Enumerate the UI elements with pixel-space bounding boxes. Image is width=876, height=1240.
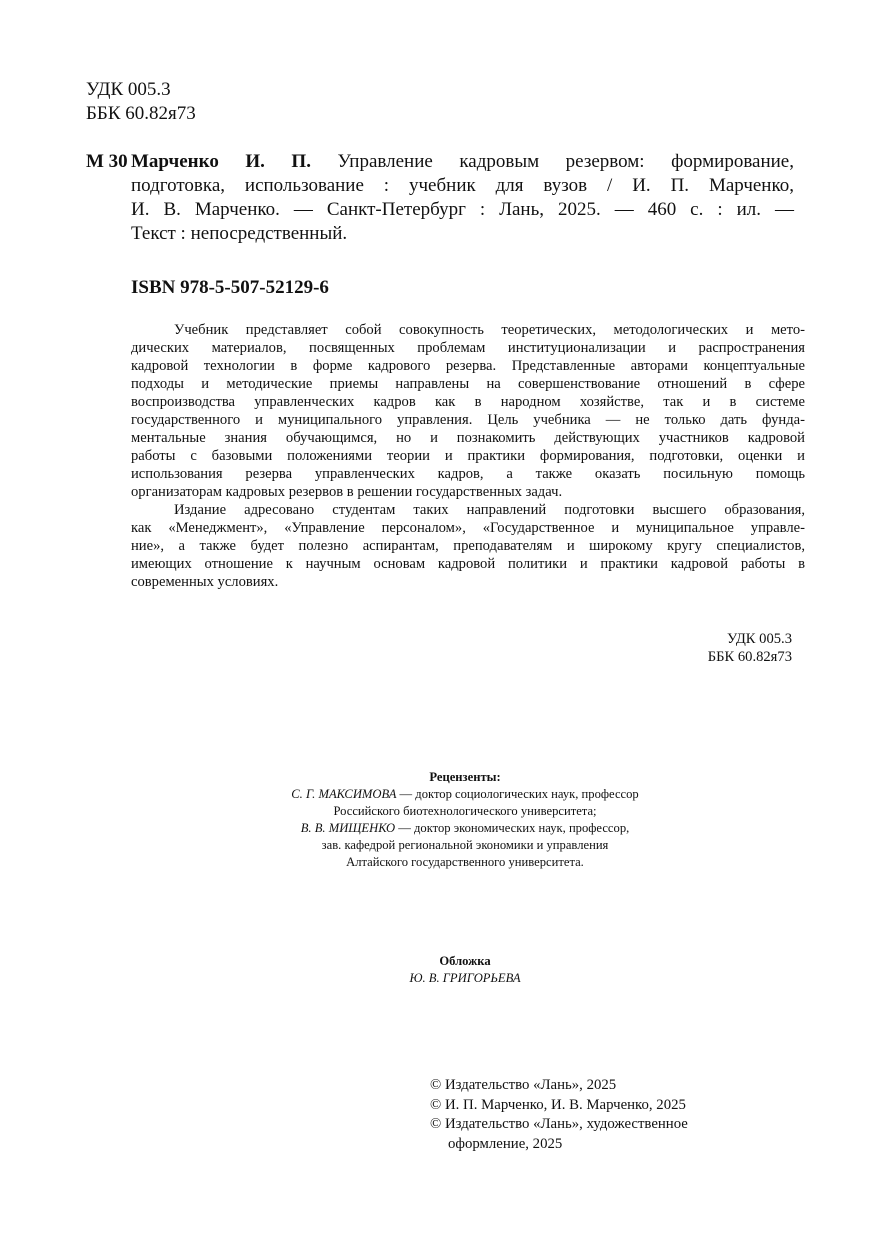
annotation-line: современных условиях. [131,574,279,590]
classification-bottom [708,630,792,666]
copyright-line: © Издательство «Лань», художественное [430,1116,688,1132]
reviewer-name: В. В. МИЩЕНКО [300,821,396,835]
biblio-line: Текст : непосредственный. [131,223,348,244]
cover-credit [0,953,876,987]
annotation-line: как «Менеджмент», «Управление персоналом», «Государственное и муниципальное управле- [131,520,805,536]
catalog-code: М 30 [86,151,128,172]
reviewer-affiliation: Алтайского государственного университета. [346,855,584,869]
cover-heading: Обложка [439,954,491,968]
cover-designer: Ю. В. ГРИГОРЬЕВА [409,971,521,985]
annotation-line: государственного и муниципального управления. Цель учебника — не только дать фунда- [131,412,805,428]
reviewer-desc: — доктор экономических наук, профессор, [395,821,630,835]
annotation-line: кадровой технологии в форме кадрового резерва. Представленные авторами концептуальные [131,358,805,374]
author-name: Марченко И. П. [131,151,311,172]
classification-top [86,78,196,126]
copyright-line: © И. П. Марченко, И. В. Марченко, 2025 [430,1096,686,1113]
annotation-line: имеющих отношение к научным основам кадровой политики и практики кадровой работы в [131,556,805,572]
reviewer-affiliation: зав. кафедрой региональной экономики и управления [321,838,609,852]
reviewer-affiliation: Российского биотехнологического университета; [333,804,597,818]
reviewers-heading: Рецензенты: [429,770,501,784]
reviewer-desc: — доктор социологических наук, профессор [396,787,639,801]
annotation-line: Учебник представляет собой совокупность теоретических, методологических и мето- [174,322,805,338]
biblio-line: И. В. Марченко. — Санкт-Петербург : Лань, 2025. — 460 с. : ил. — [131,199,794,220]
annotation-line: организаторам кадровых резервов в решении государственных задач. [131,484,563,500]
copyright-block [430,1076,688,1154]
reviewers [0,769,876,871]
title-text: Управление кадровым резервом: формирование, [310,151,794,172]
bibliographic-record [86,150,794,246]
biblio-line [131,150,794,174]
annotation-line: дических материалов, посвященных проблемам институционализации и распространения [131,340,805,356]
bbk-code: ББК 60.82я73 [86,103,196,124]
annotation-line: ние», а также будет полезно аспирантам, преподавателям и широкому кругу специалистов, [131,538,805,554]
udk-code: УДК 005.3 [726,631,792,647]
annotation-line: работы с базовыми положениями теории и практики формирования, подготовки, оценки и [131,448,805,464]
udk-code: УДК 005.3 [86,79,171,100]
annotation-line: Издание адресовано студентам таких направлений подготовки высшего образования, [174,502,805,518]
reviewer-name: С. Г. МАКСИМОВА [291,787,397,801]
bbk-code: ББК 60.82я73 [707,649,792,665]
annotation-line: ментальные знания обучающимся, но и познакомить действующих участников кадровой [131,430,805,446]
annotation-line: подходы и методические приемы направлены на совершенствование отношений в сфере [131,376,805,392]
annotation-line: воспроизводства управленческих кадров как в народном хозяйстве, так и в системе [131,394,805,410]
isbn: ISBN 978-5-507-52129-6 [131,277,329,298]
copyright-line: оформление, 2025 [448,1135,563,1152]
annotation [131,321,805,591]
biblio-line: подготовка, использование : учебник для вузов / И. П. Марченко, [131,175,794,196]
copyright-line: © Издательство «Лань», 2025 [430,1077,617,1093]
annotation-line: использования резерва управленческих кадров, а также оказать посильную помощь [131,466,805,482]
